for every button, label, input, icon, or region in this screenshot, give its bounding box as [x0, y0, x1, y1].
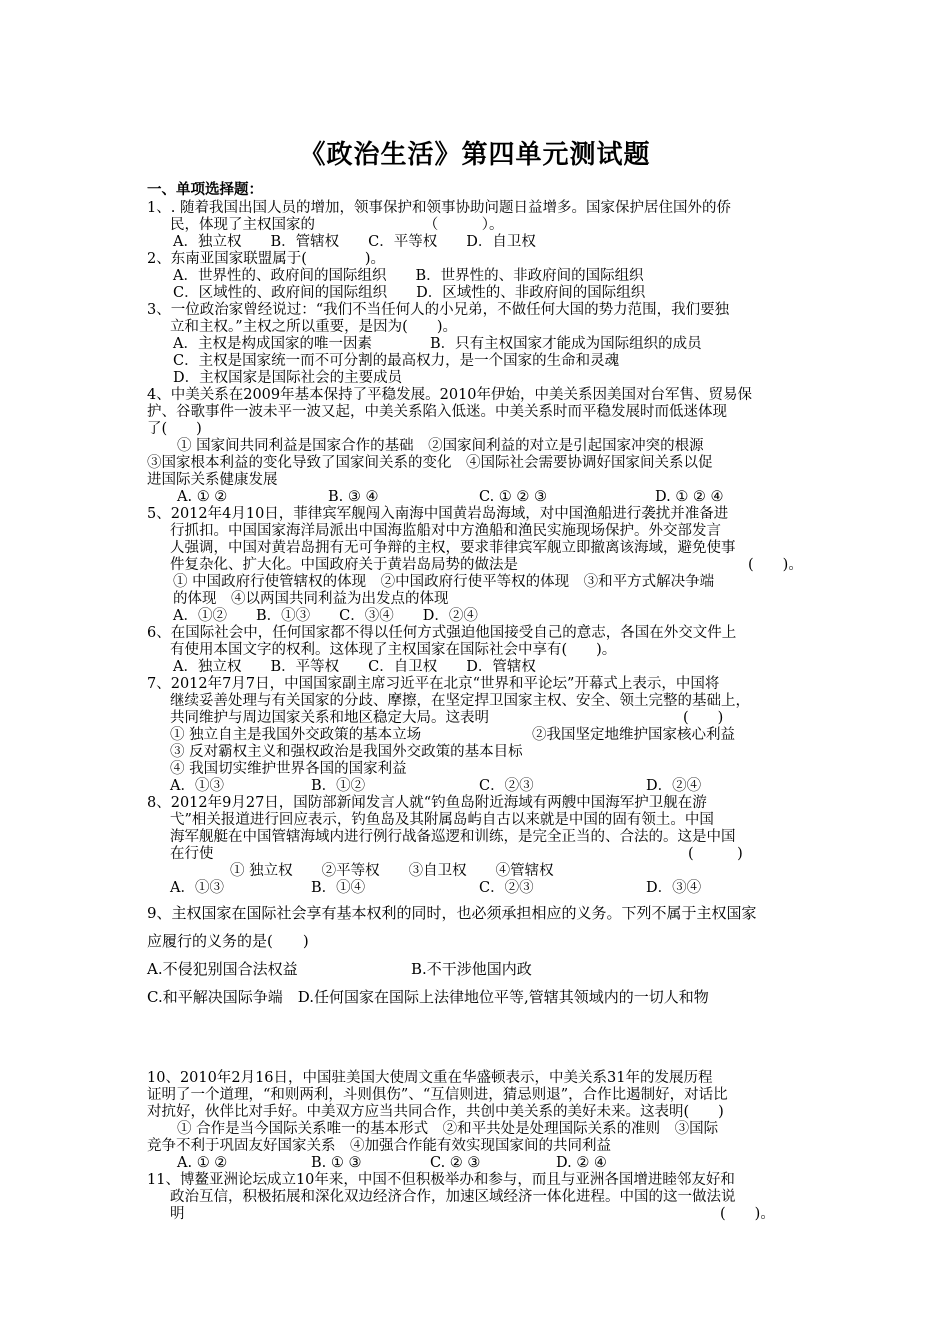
q7-statement-3: ③ 反对霸权主义和强权政治是我国外交政策的基本目标 [170, 744, 523, 760]
q3-option-d: D．主权国家是国际社会的主要成员 [173, 370, 403, 386]
q7-statement-2: ②我国坚定地维护国家核心利益 [532, 727, 735, 743]
q10-statements-line2: 竞争不利于巩固友好国家关系 ④加强合作能有效实现国家间的共同利益 [147, 1138, 611, 1154]
q2-options-cd: C．区域性的、政府间的国际组织 D．区域性的、非政府间的国际组织 [173, 285, 646, 301]
q11-stem-line3: 明 [170, 1206, 185, 1222]
q8-option-a: A．①③ [170, 880, 224, 896]
q8-stem-line1: 8、2012年9月27日，国防部新闻发言人就“钓鱼岛附近海域有两艘中国海军护卫舰在游 [147, 795, 707, 811]
page-title: 《政治生活》第四单元测试题 [299, 140, 651, 170]
q5-stem-line3: 人强调，中国对黄岩岛拥有无可争辩的主权，要求菲律宾军舰立即撤离该海域，避免使事 [170, 540, 736, 556]
q4-option-c: C. ① ② ③ [479, 489, 548, 505]
q7-stem-line1: 7、2012年7月7日，中国国家副主席习近平在北京“世界和平论坛”开幕式上表示，中国将 [147, 676, 720, 692]
q4-stem-line3: 了( ) [147, 421, 202, 437]
q5-stem-line2: 行抓扣。中国国家海洋局派出中国海监船对中方渔船和渔民实施现场保护。外交部发言 [170, 523, 721, 539]
q5-stem-line1: 5、2012年4月10日，菲律宾军舰闯入南海中国黄岩岛海域，对中国渔船进行袭扰并准备进 [147, 506, 729, 522]
q5-options: A．①② B．①③ C．③④ D．②④ [173, 608, 478, 624]
q10-option-a: A. ① ② [177, 1155, 228, 1171]
q4-statements-line1: ① 国家间共同利益是国家合作的基础 ②国家间利益的对立是引起国家冲突的根源 [177, 438, 704, 454]
q7-stem-line2: 继续妥善处理与有关国家的分歧、摩擦，在坚定捍卫国家主权、安全、领土完整的基础上， [170, 693, 750, 709]
q7-statement-4: ④ 我国切实维护世界各国的国家利益 [170, 761, 407, 777]
q7-option-b: B．①② [311, 778, 366, 794]
q10-option-b: B. ① ③ [311, 1155, 362, 1171]
q3-options-ab: A．主权是构成国家的唯一因素 B．只有主权国家才能成为国际组织的成员 [173, 336, 702, 352]
q2-stem: 2、东南亚国家联盟属于( )。 [147, 251, 386, 267]
q7-answer-blank: ( ) [683, 710, 724, 726]
q11-stem-line2: 政治互信，积极拓展和深化双边经济合作，加速区域经济一体化进程。中国的这一做法说 [170, 1189, 736, 1205]
q7-option-d: D．②④ [646, 778, 702, 794]
q8-statements: ① 独立权 ②平等权 ③自卫权 ④管辖权 [230, 863, 554, 879]
q10-option-d: D. ② ④ [556, 1155, 607, 1171]
q8-stem-line2: 弋”相关报道进行回应表示，钓鱼岛及其附属岛屿自古以来就是中国的固有领土。中国 [170, 812, 714, 828]
q9-stem-line1: 9、主权国家在国际社会享有基本权利的同时，也必须承担相应的义务。下列不属于主权国家 [147, 904, 757, 922]
q7-stem-line3: 共同维护与周边国家关系和地区稳定大局。这表明 [170, 710, 489, 726]
q3-stem-line2: 立和主权。”主权之所以重要，是因为( )。 [170, 319, 457, 335]
q4-option-b: B. ③ ④ [328, 489, 379, 505]
q10-stem-line3: 对抗好，伙伴比对手好。中美双方应当共同合作，共创中美关系的美好未来。这表明( ) [147, 1104, 724, 1120]
q8-answer-blank: ( ) [688, 846, 743, 862]
q4-stem-line1: 4、中美关系在2009年基本保持了平稳发展。2010年伊始，中美关系因美国对台军售、贸易保 [147, 387, 753, 403]
q8-option-b: B．①④ [311, 880, 366, 896]
q9-option-b: B.不干涉他国内政 [411, 960, 532, 978]
q3-stem-line1: 3、一位政治家曾经说过：“我们不当任何人的小兄弟，不做任何大国的势力范围，我们要独 [147, 302, 730, 318]
q5-stem-line4: 件复杂化、扩大化。中国政府关于黄岩岛局势的做法是 [170, 557, 518, 573]
q1-options: A．独立权 B．管辖权 C．平等权 D．自卫权 [173, 234, 536, 250]
q8-stem-line3: 海军舰艇在中国管辖海域内进行例行战备巡逻和训练，是完全正当的、合法的。这是中国 [170, 829, 736, 845]
q4-stem-line2: 护、谷歌事件一波未平一波又起，中美关系陷入低迷。中美关系时而平稳发展时而低迷体现 [147, 404, 727, 420]
q10-statements-line1: ① 合作是当今国际关系唯一的基本形式 ②和平共处是处理国际关系的准则 ③国际 [177, 1121, 719, 1137]
q8-option-c: C．②③ [479, 880, 534, 896]
q6-stem-line1: 6、在国际社会中，任何国家都不得以任何方式强迫他国接受自己的意志，各国在外交文件上 [147, 625, 737, 641]
q1-stem-line2: 民，体现了主权国家的 （ ）。 [170, 217, 504, 233]
q4-statements-line2: ③国家根本利益的变化导致了国家间关系的变化 ④国际社会需要协调好国家间关系以促 [147, 455, 713, 471]
q9-options-cd: C.和平解决国际争端 D.任何国家在国际上法律地位平等,管辖其领域内的一切人和物 [147, 988, 709, 1006]
q10-stem-line2: 证明了一个道理，“和则两利，斗则俱伤”、“互信则进，猜忌则退”，合作比遏制好，对话比 [147, 1087, 728, 1103]
q11-stem-line1: 11、博鳌亚洲论坛成立10年来，中国不但积极举办和参与，而且与亚洲各国增进睦邻友好和 [147, 1172, 735, 1188]
q2-options-ab: A．世界性的、政府间的国际组织 B．世界性的、非政府间的国际组织 [173, 268, 644, 284]
q4-option-a: A. ① ② [177, 489, 228, 505]
q5-statements-line1: ① 中国政府行使管辖权的体现 ②中国政府行使平等权的体现 ③和平方式解决争端 [173, 574, 715, 590]
q10-option-c: C. ② ③ [430, 1155, 481, 1171]
q7-statement-1: ① 独立自主是我国外交政策的基本立场 [170, 727, 422, 743]
q5-statements-line2: 的体现 ④以两国共同利益为出发点的体现 [173, 591, 449, 607]
q9-stem-line2: 应履行的义务的是( ) [147, 932, 309, 950]
q6-options: A．独立权 B．平等权 C．自卫权 D．管辖权 [173, 659, 536, 675]
q7-option-a: A．①③ [170, 778, 224, 794]
q8-stem-line4: 在行使 [170, 846, 214, 862]
q8-option-d: D．③④ [646, 880, 702, 896]
q1-stem-line1: 1、. 随着我国出国人员的增加，领事保护和领事协助问题日益增多。国家保护居住国外的侨 [147, 200, 731, 216]
section-heading: 一、单项选择题： [147, 181, 263, 198]
q4-statements-line3: 进国际关系健康发展 [147, 472, 278, 488]
q6-stem-line2: 有使用本国文字的权利。这体现了主权国家在国际社会中享有( )。 [170, 642, 617, 658]
q7-option-c: C．②③ [479, 778, 534, 794]
q11-answer-blank: ( )。 [720, 1206, 775, 1222]
q3-option-c: C．主权是国家统一而不可分割的最高权力，是一个国家的生命和灵魂 [173, 353, 620, 369]
q9-option-a: A.不侵犯别国合法权益 [147, 960, 298, 978]
q5-answer-blank: ( )。 [748, 557, 803, 573]
q4-option-d: D. ① ② ④ [655, 489, 724, 505]
q10-stem-line1: 10、2010年2月16日，中国驻美国大使周文重在华盛顿表示，中美关系31年的发展历程 [147, 1070, 713, 1086]
